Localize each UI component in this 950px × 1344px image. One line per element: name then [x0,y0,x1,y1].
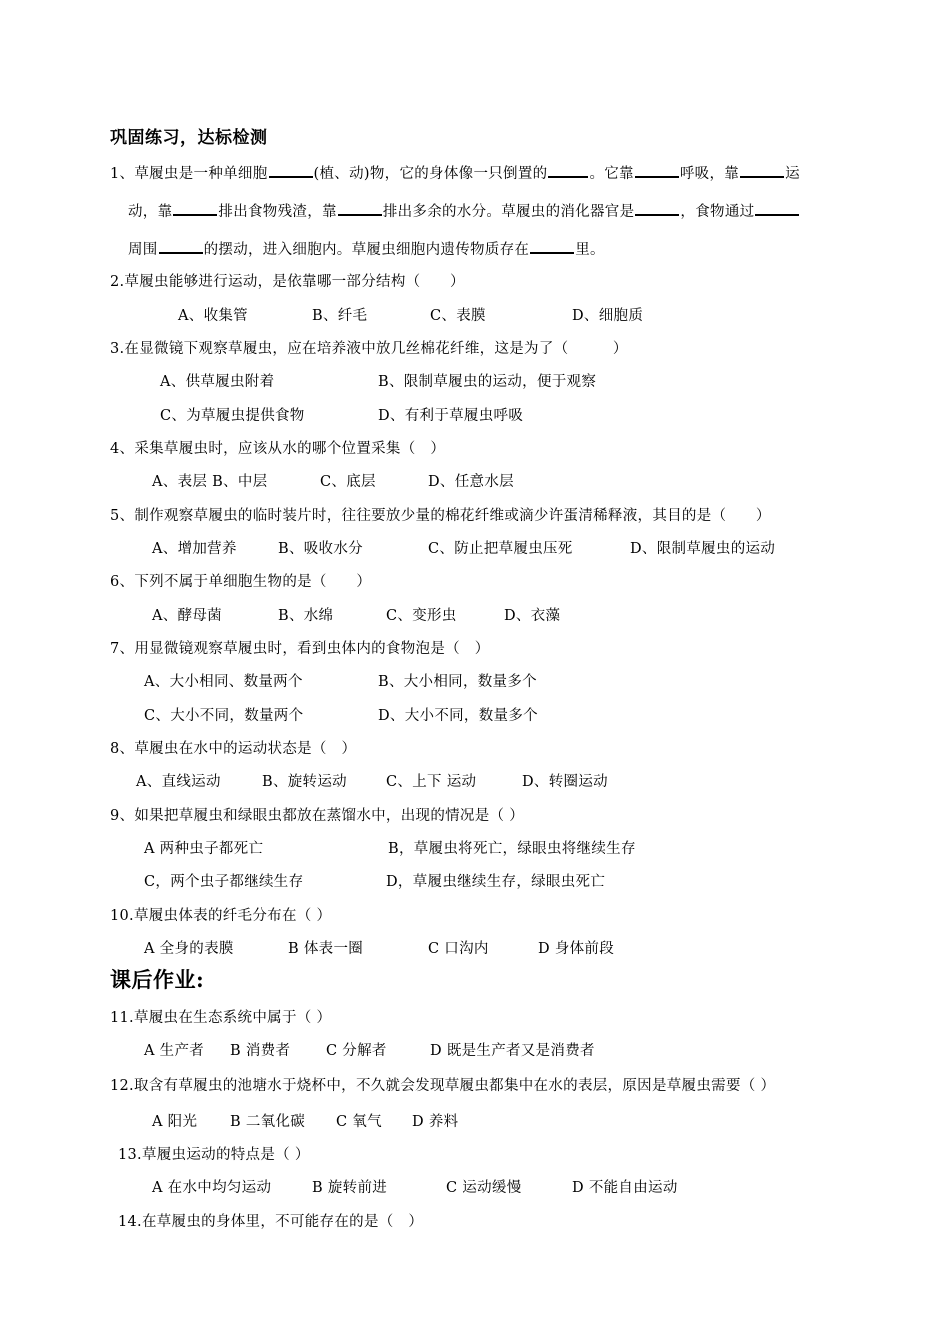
q9-option-c: C，两个虫子都继续生存 [144,874,304,890]
question-6-stem: 6、下列不属于单细胞生物的是（ ） [110,574,372,590]
q11-option-c: C 分解者 [326,1043,387,1059]
section-title-homework: 课后作业: [110,967,205,992]
question-1-line-3 [128,238,605,260]
q11-option-a: A 生产者 [144,1043,205,1059]
q2-option-a: A、收集管 [178,308,248,324]
q8-option-a: A、直线运动 [136,774,221,790]
q12-option-b: B 二氧化碳 [230,1114,306,1130]
q1-text: 里。 [575,242,605,258]
question-12-stem: 12.取含有草履虫的池塘水于烧杯中，不久就会发现草履虫都集中在水的表层，原因是草履虫需要（ ） [110,1078,776,1094]
q13-option-d: D 不能自由运动 [572,1180,678,1196]
q1-text: 的摆动，进入细胞内。草履虫细胞内遗传物质存在 [203,242,530,258]
q6-option-c: C、变形虫 [386,608,457,624]
q2-option-b: B、纤毛 [312,308,368,324]
q11-option-d: D 既是生产者又是消费者 [430,1043,595,1059]
answer-blank [269,162,313,178]
q4-option-c: C、底层 [320,474,376,490]
q6-option-b: B、水绵 [278,608,334,624]
q5-option-b: B、吸收水分 [278,541,363,557]
q1-text: 运 [785,166,800,182]
q8-option-c: C、上下 运动 [386,774,477,790]
question-1-line-2 [128,200,800,222]
answer-blank [635,162,679,178]
question-5-stem: 5、制作观察草履虫的临时装片时，往往要放少量的棉花纤维或滴少许蛋清稀释液，其目的是（ ） [110,508,771,524]
q10-option-c: C 口沟内 [428,941,489,957]
question-9-stem: 9、如果把草履虫和绿眼虫都放在蒸馏水中，出现的情况是（ ） [110,808,525,824]
q13-option-c: C 运动缓慢 [446,1180,522,1196]
q12-option-d: D 养料 [412,1114,459,1130]
q1-text: (植、动)物，它的身体像一只倒置的 [313,166,548,182]
q10-option-a: A 全身的表膜 [144,941,234,957]
q1-text: 排出食物残渣，靠 [218,204,337,220]
q12-option-c: C 氧气 [336,1114,382,1130]
q1-text: 排出多余的水分。草履虫的消化器官是 [382,204,635,220]
q1-text: 呼吸，靠 [679,166,740,182]
q5-option-c: C、防止把草履虫压死 [428,541,573,557]
question-4-stem: 4、采集草履虫时，应该从水的哪个位置采集（ ） [110,441,446,457]
q7-option-c: C、大小不同，数量两个 [144,708,304,724]
q10-option-b: B 体表一圈 [288,941,364,957]
question-8-stem: 8、草履虫在水中的运动状态是（ ） [110,741,357,757]
q4-option-d: D、任意水层 [428,474,514,490]
answer-blank [740,162,784,178]
q1-text: 动，靠 [128,204,173,220]
answer-blank [159,238,203,254]
q2-option-c: C、表膜 [430,308,486,324]
q8-option-b: B、旋转运动 [262,774,347,790]
q9-option-b: B，草履虫将死亡，绿眼虫将继续生存 [388,841,636,857]
q3-option-d: D、有利于草履虫呼吸 [378,408,524,424]
answer-blank [755,200,799,216]
question-1-line-1 [110,162,800,184]
q3-option-b: B、限制草履虫的运动，便于观察 [378,374,597,390]
q12-option-a: A 阳光 [152,1114,198,1130]
q6-option-a: A、酵母菌 [152,608,222,624]
answer-blank [173,200,217,216]
q6-option-d: D、衣藻 [504,608,561,624]
q10-option-d: D 身体前段 [538,941,615,957]
q9-option-a: A 两种虫子都死亡 [144,841,264,857]
q5-option-d: D、限制草履虫的运动 [630,541,776,557]
q9-option-d: D，草履虫继续生存，绿眼虫死亡 [386,874,606,890]
q1-text: 1、草履虫是一种单细胞 [110,166,268,182]
question-7-stem: 7、用显微镜观察草履虫时，看到虫体内的食物泡是（ ） [110,641,490,657]
q13-option-b: B 旋转前进 [312,1180,388,1196]
q7-option-a: A、大小相同、数量两个 [144,674,303,690]
q1-text: 周围 [128,242,158,258]
q3-option-a: A、供草履虫附着 [160,374,275,390]
answer-blank [635,200,679,216]
q7-option-d: D、大小不同，数量多个 [378,708,538,724]
q8-option-d: D、转圈运动 [522,774,608,790]
question-11-stem: 11.草履虫在生态系统中属于（ ） [110,1010,332,1026]
question-3-stem: 3.在显微镜下观察草履虫，应在培养液中放几丝棉花纤维，这是为了（ ） [110,341,628,357]
answer-blank [338,200,382,216]
section-title-practice: 巩固练习，达标检测 [110,128,268,148]
q1-text: ，食物通过 [680,204,755,220]
question-10-stem: 10.草履虫体表的纤毛分布在（ ） [110,908,332,924]
q13-option-a: A 在水中均匀运动 [152,1180,272,1196]
question-13-stem: 13.草履虫运动的特点是（ ） [118,1147,310,1163]
question-2-stem: 2.草履虫能够进行运动，是依靠哪一部分结构（ ） [110,274,465,290]
q3-option-c: C、为草履虫提供食物 [160,408,305,424]
q1-text: 。它靠 [589,166,634,182]
q11-option-b: B 消费者 [230,1043,291,1059]
q5-option-a: A、增加营养 [152,541,237,557]
question-14-stem: 14.在草履虫的身体里，不可能存在的是（ ） [118,1214,424,1230]
answer-blank [548,162,588,178]
q4-option-ab: A、表层 B、中层 [152,474,268,490]
answer-blank [530,238,574,254]
q7-option-b: B、大小相同，数量多个 [378,674,537,690]
q2-option-d: D、细胞质 [572,308,644,324]
